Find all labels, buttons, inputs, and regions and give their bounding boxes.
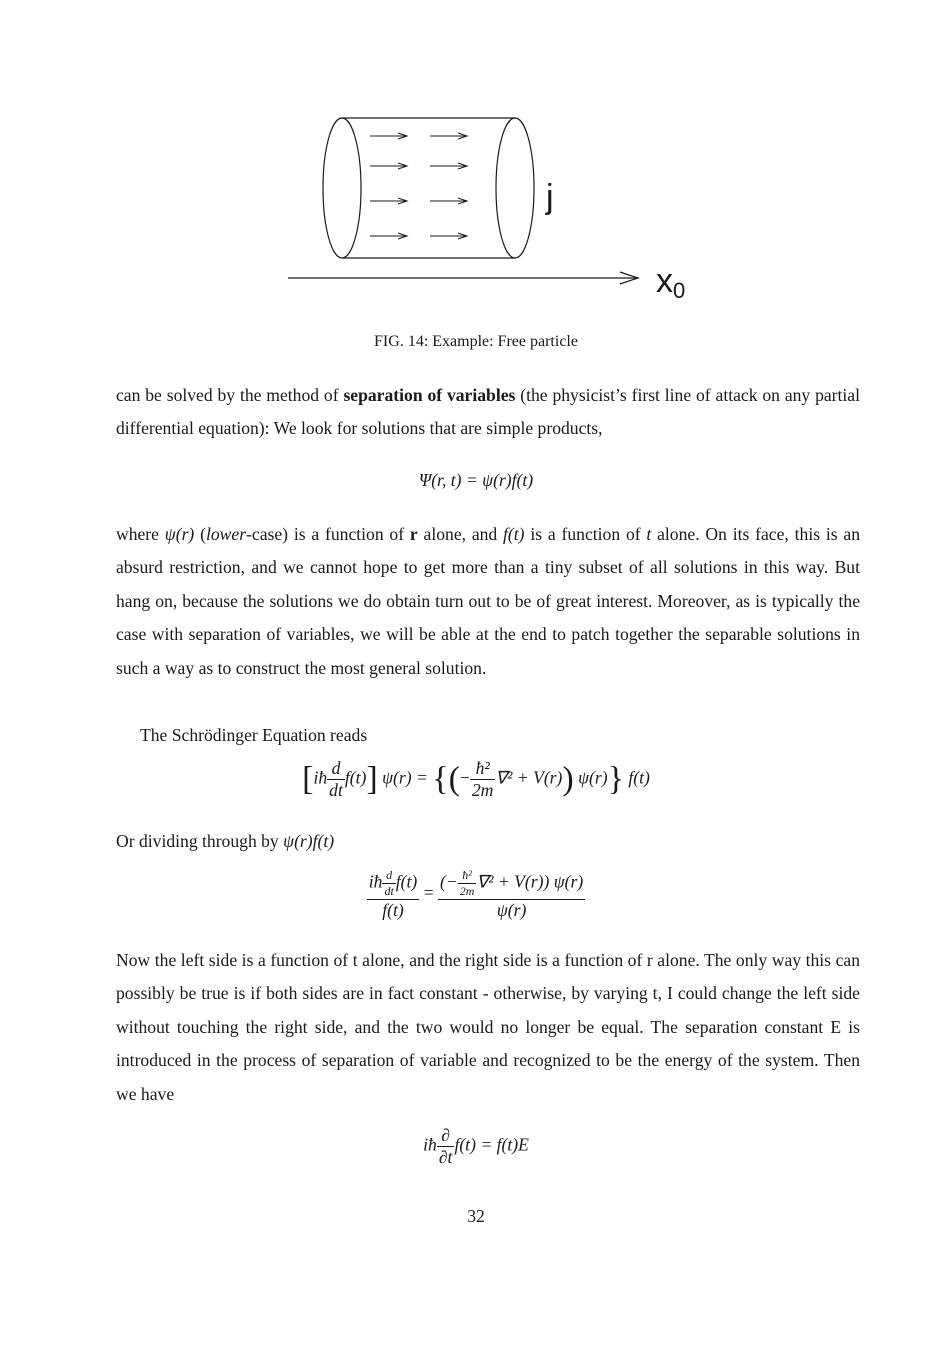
equation-time: iħ $\frac{\partial}{\partial t}$ f(t) = f(t)E	[423, 1125, 529, 1167]
cylinder-right-end	[496, 118, 534, 258]
page-number: 32	[467, 1206, 485, 1226]
paragraph-explanation: where ψ(r) (lower-case) is a function of r alone, and f(t) is a function of t alone. On its face, this is an absurd restriction, and we cannot hope to get more than a tiny subset of all solutions in this way. But hang on, because the solutions we do obtain turn out to be of great interest. Moreover, as is typically the case with separation of variables, we will be able at the end to patch together the separable solutions in such a way as to construct the most general solution.	[116, 524, 860, 678]
j-label: j	[546, 178, 554, 216]
paragraph-dividing: Or dividing through by ψ(r)f(t)	[116, 831, 335, 851]
equation-product: Ψ(r, t) = ψ(r)f(t)	[418, 470, 534, 490]
paragraph-separation-constant: Now the left side is a function of t alone, and the right side is a function of r alone. The only way this can possibly be true is if both sides are in fact constant - otherwise, by varying t, I could change the left side without touching the right side, and the two would no longer be equal. The separation constant E is introduced in the process of separation of variable and recognized to be the energy of the system. Then we have	[116, 950, 860, 1104]
x-axis	[288, 272, 638, 284]
bold-term: separation of variables	[343, 385, 516, 405]
free-particle-figure	[270, 108, 710, 308]
paragraph-separation-of-variables: can be solved by the method of separation of variables (the physicist’s first line of attack on any partial differential equation): We look for solutions that are simple products,	[116, 385, 861, 439]
current-arrows	[370, 133, 467, 239]
paragraph-schrodinger: The Schrödinger Equation reads	[140, 725, 368, 745]
cylinder-left-end	[323, 118, 361, 258]
equation-schrodinger: [iħ $\frac{d}{dt}$ f(t)] ψ(r) = {(− $\frac{\text{ħ²}}{2m}$ ∇² + V(r)) ψ(r)} f(t)	[302, 758, 650, 800]
figure-caption: FIG. 14: Example: Free particle	[374, 333, 578, 350]
equation-separated: iħ $\frac{d}{dt}$ f(t) f(t) = (− $\frac{\text{ħ²}}{2m}$ ∇² + V(r)) ψ(r) ψ(r)	[368, 868, 584, 920]
x0-label: x0	[656, 262, 686, 303]
